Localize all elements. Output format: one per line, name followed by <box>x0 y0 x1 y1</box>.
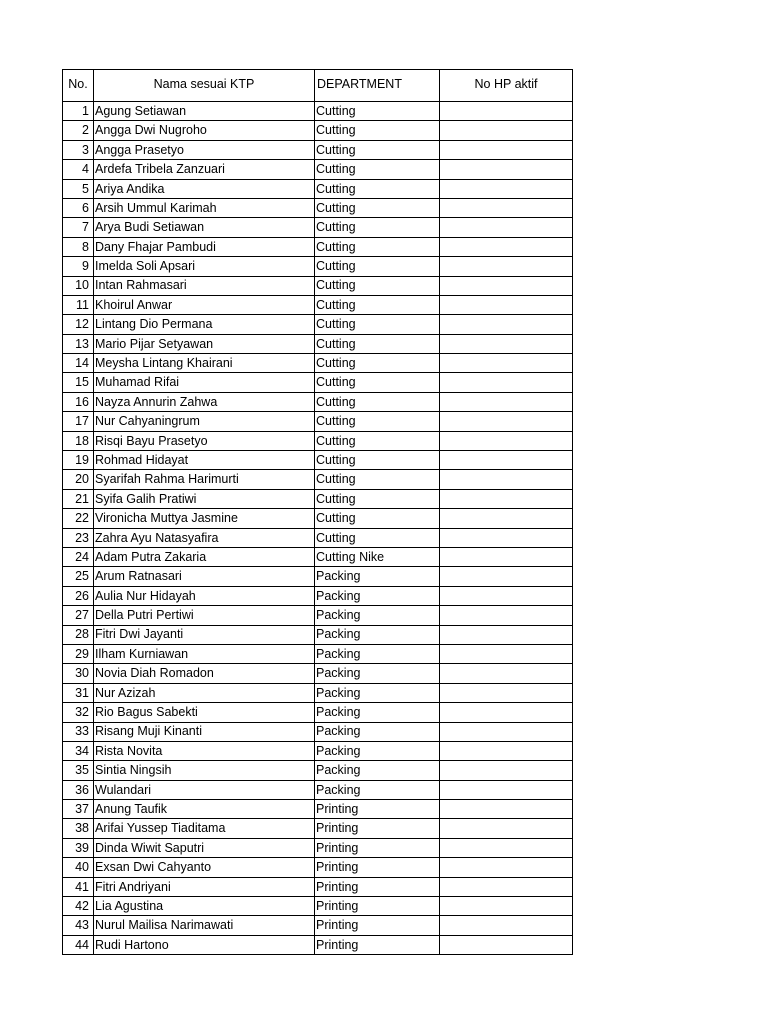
employee-name-cell: Syifa Galih Pratiwi <box>94 489 315 508</box>
phone-number-cell <box>440 451 573 470</box>
employee-name-cell: Rista Novita <box>94 741 315 760</box>
department-cell: Cutting <box>315 431 440 450</box>
employee-name-cell: Risqi Bayu Prasetyo <box>94 431 315 450</box>
phone-number-cell <box>440 761 573 780</box>
phone-number-cell <box>440 528 573 547</box>
phone-number-cell <box>440 703 573 722</box>
employee-name-cell: Angga Prasetyo <box>94 140 315 159</box>
phone-number-cell <box>440 606 573 625</box>
header-row <box>63 70 573 102</box>
row-number-cell: 40 <box>63 858 94 877</box>
row-number-cell: 2 <box>63 121 94 140</box>
phone-number-cell <box>440 509 573 528</box>
row-number-cell: 37 <box>63 800 94 819</box>
phone-number-cell <box>440 897 573 916</box>
table-row <box>63 121 573 140</box>
employee-name-cell: Dany Fhajar Pambudi <box>94 237 315 256</box>
row-number-cell: 36 <box>63 780 94 799</box>
table-row <box>63 606 573 625</box>
table-row <box>63 392 573 411</box>
employee-name-cell: Nur Cahyaningrum <box>94 412 315 431</box>
table-row <box>63 102 573 121</box>
row-number-cell: 31 <box>63 683 94 702</box>
table-row <box>63 354 573 373</box>
row-number-cell: 1 <box>63 102 94 121</box>
department-cell: Cutting <box>315 334 440 353</box>
header-no: No. <box>63 70 94 102</box>
department-cell: Cutting <box>315 509 440 528</box>
phone-number-cell <box>440 586 573 605</box>
row-number-cell: 24 <box>63 547 94 566</box>
table-row <box>63 547 573 566</box>
table-row <box>63 935 573 954</box>
department-cell: Cutting <box>315 470 440 489</box>
row-number-cell: 6 <box>63 198 94 217</box>
department-cell: Cutting <box>315 412 440 431</box>
department-cell: Cutting <box>315 295 440 314</box>
phone-number-cell <box>440 179 573 198</box>
row-number-cell: 12 <box>63 315 94 334</box>
table-row <box>63 644 573 663</box>
phone-number-cell <box>440 567 573 586</box>
row-number-cell: 5 <box>63 179 94 198</box>
employee-name-cell: Fitri Andriyani <box>94 877 315 896</box>
department-cell: Printing <box>315 858 440 877</box>
row-number-cell: 13 <box>63 334 94 353</box>
department-cell: Cutting <box>315 489 440 508</box>
department-cell: Printing <box>315 877 440 896</box>
phone-number-cell <box>440 625 573 644</box>
row-number-cell: 19 <box>63 451 94 470</box>
employee-name-cell: Meysha Lintang Khairani <box>94 354 315 373</box>
department-cell: Cutting <box>315 528 440 547</box>
department-cell: Cutting <box>315 237 440 256</box>
phone-number-cell <box>440 121 573 140</box>
table-row <box>63 838 573 857</box>
row-number-cell: 39 <box>63 838 94 857</box>
row-number-cell: 20 <box>63 470 94 489</box>
department-cell: Cutting <box>315 102 440 121</box>
department-cell: Cutting <box>315 315 440 334</box>
table-row <box>63 625 573 644</box>
table-row <box>63 780 573 799</box>
department-cell: Packing <box>315 741 440 760</box>
phone-number-cell <box>440 140 573 159</box>
department-cell: Packing <box>315 625 440 644</box>
phone-number-cell <box>440 257 573 276</box>
employee-name-cell: Nayza Annurin Zahwa <box>94 392 315 411</box>
header-phone: No HP aktif <box>440 70 573 102</box>
employee-name-cell: Intan Rahmasari <box>94 276 315 295</box>
department-cell: Printing <box>315 800 440 819</box>
department-cell: Printing <box>315 916 440 935</box>
phone-number-cell <box>440 800 573 819</box>
department-cell: Packing <box>315 606 440 625</box>
phone-number-cell <box>440 722 573 741</box>
employee-name-cell: Sintia Ningsih <box>94 761 315 780</box>
employee-name-cell: Dinda Wiwit Saputri <box>94 838 315 857</box>
table-row <box>63 218 573 237</box>
department-cell: Printing <box>315 897 440 916</box>
department-cell: Cutting <box>315 276 440 295</box>
department-cell: Cutting Nike <box>315 547 440 566</box>
employee-name-cell: Fitri Dwi Jayanti <box>94 625 315 644</box>
table-row <box>63 315 573 334</box>
header-name: Nama sesuai KTP <box>94 70 315 102</box>
row-number-cell: 28 <box>63 625 94 644</box>
department-cell: Printing <box>315 838 440 857</box>
phone-number-cell <box>440 683 573 702</box>
department-cell: Cutting <box>315 392 440 411</box>
row-number-cell: 16 <box>63 392 94 411</box>
employee-name-cell: Adam Putra Zakaria <box>94 547 315 566</box>
table-row <box>63 664 573 683</box>
phone-number-cell <box>440 315 573 334</box>
employee-name-cell: Aulia Nur Hidayah <box>94 586 315 605</box>
table-row <box>63 470 573 489</box>
table-body <box>63 102 573 955</box>
phone-number-cell <box>440 198 573 217</box>
employee-name-cell: Mario Pijar Setyawan <box>94 334 315 353</box>
employee-name-cell: Khoirul Anwar <box>94 295 315 314</box>
employee-name-cell: Muhamad Rifai <box>94 373 315 392</box>
row-number-cell: 14 <box>63 354 94 373</box>
row-number-cell: 10 <box>63 276 94 295</box>
department-cell: Cutting <box>315 121 440 140</box>
employee-name-cell: Nur Azizah <box>94 683 315 702</box>
phone-number-cell <box>440 470 573 489</box>
department-cell: Cutting <box>315 451 440 470</box>
employee-table <box>62 69 573 955</box>
row-number-cell: 35 <box>63 761 94 780</box>
department-cell: Packing <box>315 683 440 702</box>
table-header <box>63 70 573 102</box>
row-number-cell: 7 <box>63 218 94 237</box>
phone-number-cell <box>440 877 573 896</box>
employee-name-cell: Lintang Dio Permana <box>94 315 315 334</box>
department-cell: Cutting <box>315 198 440 217</box>
table-row <box>63 334 573 353</box>
department-cell: Packing <box>315 761 440 780</box>
department-cell: Cutting <box>315 373 440 392</box>
phone-number-cell <box>440 276 573 295</box>
phone-number-cell <box>440 102 573 121</box>
table-row <box>63 877 573 896</box>
phone-number-cell <box>440 237 573 256</box>
table-row <box>63 198 573 217</box>
employee-name-cell: Angga Dwi Nugroho <box>94 121 315 140</box>
department-cell: Packing <box>315 644 440 663</box>
phone-number-cell <box>440 218 573 237</box>
employee-name-cell: Agung Setiawan <box>94 102 315 121</box>
row-number-cell: 44 <box>63 935 94 954</box>
employee-name-cell: Arum Ratnasari <box>94 567 315 586</box>
row-number-cell: 18 <box>63 431 94 450</box>
row-number-cell: 17 <box>63 412 94 431</box>
employee-name-cell: Ilham Kurniawan <box>94 644 315 663</box>
row-number-cell: 23 <box>63 528 94 547</box>
department-cell: Cutting <box>315 140 440 159</box>
phone-number-cell <box>440 334 573 353</box>
table-row <box>63 140 573 159</box>
table-row <box>63 741 573 760</box>
table-row <box>63 451 573 470</box>
row-number-cell: 22 <box>63 509 94 528</box>
row-number-cell: 43 <box>63 916 94 935</box>
row-number-cell: 29 <box>63 644 94 663</box>
phone-number-cell <box>440 373 573 392</box>
table-row <box>63 703 573 722</box>
phone-number-cell <box>440 354 573 373</box>
table-row <box>63 722 573 741</box>
row-number-cell: 8 <box>63 237 94 256</box>
employee-name-cell: Rudi Hartono <box>94 935 315 954</box>
department-cell: Printing <box>315 819 440 838</box>
row-number-cell: 9 <box>63 257 94 276</box>
table-row <box>63 509 573 528</box>
employee-name-cell: Ariya Andika <box>94 179 315 198</box>
table-row <box>63 858 573 877</box>
phone-number-cell <box>440 160 573 179</box>
department-cell: Packing <box>315 567 440 586</box>
phone-number-cell <box>440 858 573 877</box>
row-number-cell: 38 <box>63 819 94 838</box>
employee-name-cell: Risang Muji Kinanti <box>94 722 315 741</box>
row-number-cell: 30 <box>63 664 94 683</box>
table-row <box>63 237 573 256</box>
row-number-cell: 11 <box>63 295 94 314</box>
department-cell: Packing <box>315 664 440 683</box>
employee-name-cell: Arifai Yussep Tiaditama <box>94 819 315 838</box>
employee-name-cell: Della Putri Pertiwi <box>94 606 315 625</box>
phone-number-cell <box>440 392 573 411</box>
table-row <box>63 276 573 295</box>
table-row <box>63 412 573 431</box>
phone-number-cell <box>440 916 573 935</box>
row-number-cell: 41 <box>63 877 94 896</box>
phone-number-cell <box>440 295 573 314</box>
table-row <box>63 567 573 586</box>
row-number-cell: 27 <box>63 606 94 625</box>
employee-name-cell: Lia Agustina <box>94 897 315 916</box>
employee-name-cell: Imelda Soli Apsari <box>94 257 315 276</box>
table-row <box>63 683 573 702</box>
table-row <box>63 489 573 508</box>
employee-name-cell: Wulandari <box>94 780 315 799</box>
employee-name-cell: Nurul Mailisa Narimawati <box>94 916 315 935</box>
row-number-cell: 42 <box>63 897 94 916</box>
table-row <box>63 160 573 179</box>
employee-name-cell: Rohmad Hidayat <box>94 451 315 470</box>
phone-number-cell <box>440 489 573 508</box>
row-number-cell: 21 <box>63 489 94 508</box>
employee-name-cell: Arya Budi Setiawan <box>94 218 315 237</box>
department-cell: Cutting <box>315 218 440 237</box>
table-row <box>63 528 573 547</box>
table-row <box>63 819 573 838</box>
table-row <box>63 761 573 780</box>
department-cell: Cutting <box>315 257 440 276</box>
department-cell: Packing <box>315 722 440 741</box>
phone-number-cell <box>440 664 573 683</box>
table-row <box>63 179 573 198</box>
department-cell: Packing <box>315 586 440 605</box>
phone-number-cell <box>440 412 573 431</box>
department-cell: Printing <box>315 935 440 954</box>
phone-number-cell <box>440 838 573 857</box>
header-department: DEPARTMENT <box>315 70 440 102</box>
row-number-cell: 15 <box>63 373 94 392</box>
table-row <box>63 373 573 392</box>
row-number-cell: 26 <box>63 586 94 605</box>
phone-number-cell <box>440 547 573 566</box>
phone-number-cell <box>440 431 573 450</box>
employee-name-cell: Vironicha Muttya Jasmine <box>94 509 315 528</box>
table-row <box>63 431 573 450</box>
table-row <box>63 586 573 605</box>
employee-name-cell: Ardefa Tribela Zanzuari <box>94 160 315 179</box>
table-row <box>63 800 573 819</box>
phone-number-cell <box>440 780 573 799</box>
department-cell: Cutting <box>315 179 440 198</box>
department-cell: Packing <box>315 780 440 799</box>
row-number-cell: 33 <box>63 722 94 741</box>
phone-number-cell <box>440 935 573 954</box>
row-number-cell: 4 <box>63 160 94 179</box>
phone-number-cell <box>440 819 573 838</box>
table-row <box>63 897 573 916</box>
employee-name-cell: Rio Bagus Sabekti <box>94 703 315 722</box>
row-number-cell: 34 <box>63 741 94 760</box>
employee-name-cell: Arsih Ummul Karimah <box>94 198 315 217</box>
employee-name-cell: Exsan Dwi Cahyanto <box>94 858 315 877</box>
phone-number-cell <box>440 644 573 663</box>
row-number-cell: 3 <box>63 140 94 159</box>
department-cell: Cutting <box>315 354 440 373</box>
table-row <box>63 916 573 935</box>
employee-name-cell: Syarifah Rahma Harimurti <box>94 470 315 489</box>
table-row <box>63 257 573 276</box>
department-cell: Cutting <box>315 160 440 179</box>
department-cell: Packing <box>315 703 440 722</box>
employee-name-cell: Zahra Ayu Natasyafira <box>94 528 315 547</box>
row-number-cell: 25 <box>63 567 94 586</box>
row-number-cell: 32 <box>63 703 94 722</box>
phone-number-cell <box>440 741 573 760</box>
employee-name-cell: Anung Taufik <box>94 800 315 819</box>
employee-name-cell: Novia Diah Romadon <box>94 664 315 683</box>
table-row <box>63 295 573 314</box>
